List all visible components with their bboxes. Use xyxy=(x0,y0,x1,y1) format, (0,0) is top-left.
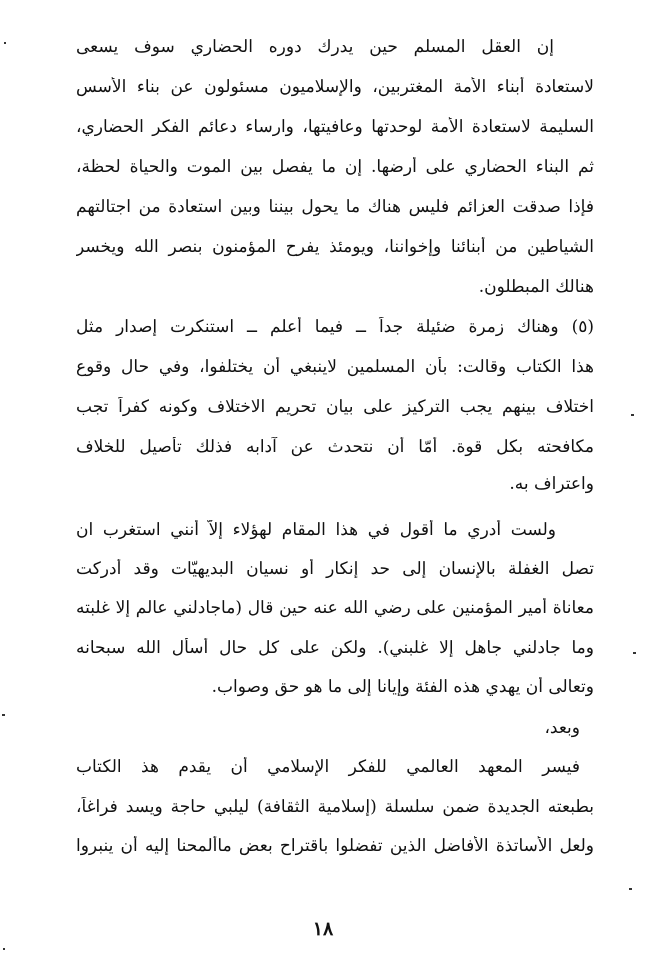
paragraph-1-line-1: إن العقل المسلم حين يدرك دوره الحضاري سوف يسعى xyxy=(76,37,554,57)
paragraph-1-line-2: لاستعادة أبناء الأمة المغتربين، والإسلاميون مسئولون عن بناء الأسس xyxy=(76,77,594,97)
paragraph-5-line-3: ولعل الأساتذة الأفاضل الذين تفضلوا باقتراح بعض ماألمحنا إليه أن ينبروا xyxy=(76,836,594,856)
paragraph-2-line-3: اختلاف بينهم يجب التركيز على بيان تحريم الاختلاف وكونه كفراً تجب xyxy=(76,397,594,417)
paragraph-2-line-5: واعتراف به. xyxy=(509,474,594,494)
margin-speck xyxy=(4,42,6,44)
paragraph-1-line-6: الشياطين من أبنائنا وإخواننا، ويومئذ يفرح المؤمنون بنصر الله ويخسر xyxy=(76,237,594,257)
paragraph-2-line-2: هذا الكتاب وقالت: بأن المسلمين لاينبغي أن يختلفوا، وفي حال وقوع xyxy=(76,357,594,377)
paragraph-4-line-1: وبعد، xyxy=(544,718,580,738)
margin-speck xyxy=(629,888,632,890)
paragraph-3-line-5: وتعالى أن يهدي هذه الفئة وإيانا إلى ما هو حق وصواب. xyxy=(211,677,594,697)
margin-speck xyxy=(2,714,5,716)
paragraph-1-line-5: فإذا صدقت العزائم فليس هناك ما يحول بيننا وبين استعادة من اجتالتهم xyxy=(76,197,594,217)
paragraph-5-line-1: فيسر المعهد العالمي للفكر الإسلامي أن يقدم هذ الكتاب xyxy=(76,757,580,777)
paragraph-3-line-2: تصل الغفلة بالإنسان إلى حد إنكار أو نسيان البديهيّات وقد أدركت xyxy=(76,559,594,579)
paragraph-2-line-1: (٥) وهناك زمرة ضئيلة جداً ــ فيما أعلم ــ استنكرت إصدار مثل xyxy=(76,317,594,337)
paragraph-1-line-4: ثم البناء الحضاري على أرضها. إن ما يفصل بين الموت والحياة لحظة، xyxy=(76,157,594,177)
paragraph-3-line-3: معاناة أمير المؤمنين على رضي الله عنه حين قال (ماجادلني عالم إلا غلبته xyxy=(76,598,594,618)
paragraph-1-line-3: السليمة لاستعادة الأمة لوحدتها وعافيتها، وارساء دعائم الفكر الحضاري، xyxy=(76,117,594,137)
paragraph-1-line-7: هنالك المبطلون. xyxy=(478,277,594,297)
margin-speck xyxy=(3,948,5,950)
margin-speck xyxy=(631,414,634,416)
body-text xyxy=(76,0,594,900)
paragraph-3-line-1: ولست أدري ما أقول في هذا المقام لهؤلاء إلاّ أنني استغرب ان xyxy=(76,520,556,540)
margin-speck xyxy=(633,652,636,654)
paragraph-2-line-4: مكافحته بكل قوة. أمّا أن نتحدث عن آدابه فذلك تأصيل للخلاف xyxy=(76,437,594,457)
page-number: ١٨ xyxy=(312,918,334,940)
paragraph-3-line-4: وما جادلني جاهل إلا غلبني). ولكن على كل حال أسأل الله سبحانه xyxy=(76,638,594,658)
paragraph-5-line-2: بطبعته الجديدة ضمن سلسلة (إسلامية الثقافة) ليلبي حاجة ويسد فراغاً، xyxy=(76,797,594,817)
